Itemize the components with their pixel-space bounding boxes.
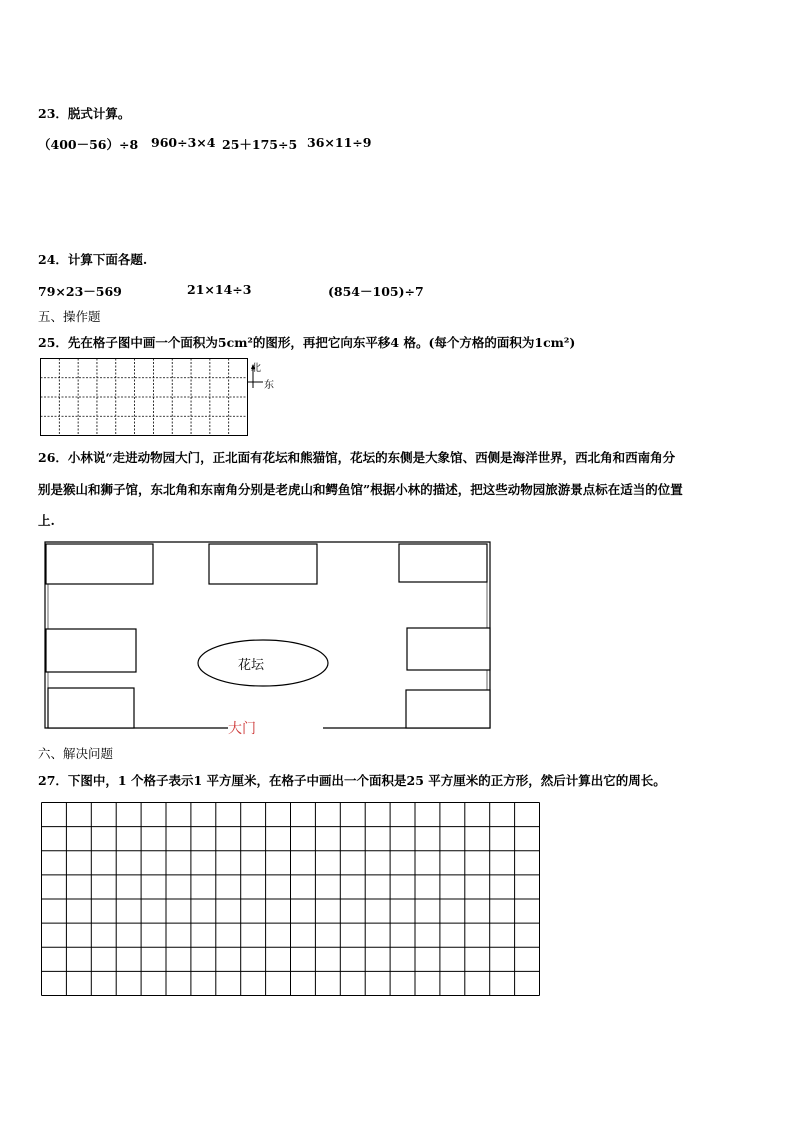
q24-title: 24．计算下面各题.	[38, 252, 148, 267]
zoo-map	[40, 536, 500, 736]
q26-line-3: 上.	[38, 513, 55, 528]
venue-box-nw	[46, 544, 153, 584]
q26-line-1: 26．小林说“走进动物园大门，正北面有花坛和熊猫馆，花坛的东侧是大象馆、西侧是海洋世界，西北角和西南角分	[38, 450, 676, 465]
q23-expr-3: 25＋175÷5	[222, 137, 298, 152]
q25-grid[interactable]	[40, 358, 250, 438]
q24-expr-1: 79×23－569	[38, 284, 122, 299]
q27-title: 27．下图中，1 个格子表示1 平方厘米，在格子中画出一个面积是25 平方厘米的正方形，然后计算出它的周长。	[38, 773, 666, 788]
venue-box-west	[46, 629, 136, 672]
q23-expr-2: 960÷3×4	[151, 135, 216, 150]
venue-box-se	[406, 690, 490, 728]
compass-east-label: 东	[264, 380, 274, 391]
compass-north-label: 北	[251, 363, 261, 374]
section-6-title: 六、解决问题	[38, 746, 114, 761]
q23-title: 23．脱式计算。	[38, 106, 131, 121]
flower-bed-label: 花坛	[238, 658, 265, 673]
q23-expr-4: 36×11÷9	[307, 135, 372, 150]
q24-expr-2: 21×14÷3	[187, 282, 252, 297]
q23-expr-1: （400－56）÷8	[38, 137, 139, 152]
section-5-title: 五、操作题	[38, 309, 101, 324]
q24-expr-3: (854－105)÷7	[328, 284, 424, 299]
venue-box-north	[209, 544, 317, 584]
gate-label: 大门	[228, 721, 256, 737]
venue-box-east	[407, 628, 490, 670]
q25-title: 25．先在格子图中画一个面积为5cm²的图形，再把它向东平移4 格。(每个方格的面积为1cm²)	[38, 335, 576, 350]
q27-grid[interactable]	[41, 802, 541, 998]
venue-box-sw	[48, 688, 134, 728]
venue-box-ne	[399, 544, 487, 582]
q26-line-2: 别是猴山和狮子馆，东北角和东南角分别是老虎山和鳄鱼馆”根据小林的描述，把这些动物园旅游景点标在适当的位置	[38, 482, 683, 497]
